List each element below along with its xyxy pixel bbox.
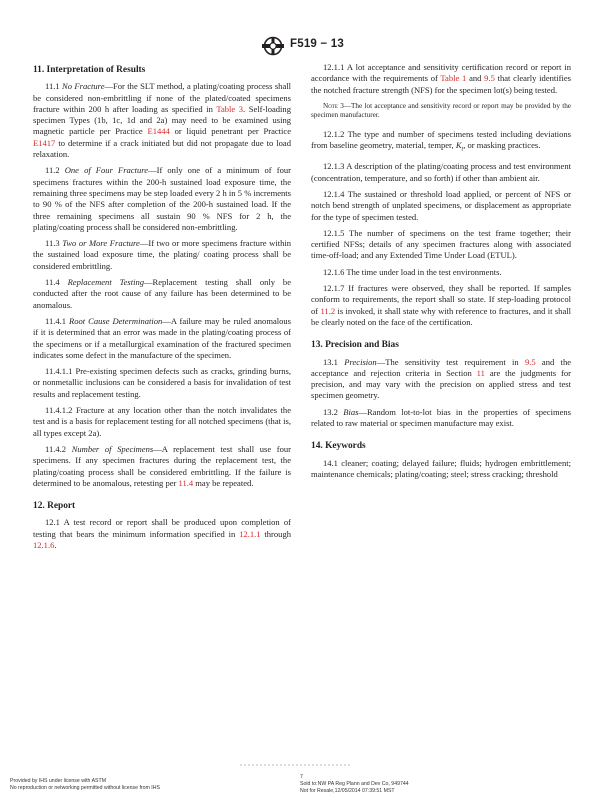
footer-right [300, 774, 409, 795]
section-14-heading: 14. Keywords [311, 441, 366, 452]
para-12-1-2: 12.1.2 The type and number of specimens tested including deviations from baseline geometry, material, temper, $K_t$, or masking practices. [311, 129, 571, 154]
note-3: Note 3—The lot acceptance and sensitivity record or report may be provided by the specimen manufacturer. [311, 101, 571, 120]
section-13-heading: 13. Precision and Bias [311, 340, 399, 351]
para-13-1: 13.1 Precision—The sensitivity test requirement in 9.5 and the acceptance and rejection criteria in Section 11 are the judgments for precision, and may vary with the precision on applied stress and test specimen geometry. [311, 356, 572, 401]
footer-license-line: Provided by IHS under license with ASTM [10, 778, 107, 784]
page-number: 7 [300, 774, 303, 780]
ref-12-1-1[interactable]: 12.1.1 [239, 528, 261, 539]
standard-designation: F519 − 13 [290, 38, 344, 50]
para-11-4-1: 11.4.1 Root Cause Determination—A failure may be ruled anomalous if it is determined that an error was made in the plating/coating process of the specimens or if a metallurgical examination of the fractured specimen indicates some defect in the manufacture of the specimen. [33, 315, 292, 360]
astm-logo-icon [260, 36, 286, 56]
section-12-heading: 12. Report [33, 501, 76, 512]
para-13-2: 13.2 Bias—Random lot-to-lot bias in the properties of specimens related to raw material or specimen manufacture may exist. [311, 406, 572, 429]
footer-sold-to: Sold to:NW PA Reg Plann and Dev Co, 949744 [300, 781, 409, 787]
ref-9-5[interactable]: 9.5 [484, 73, 495, 84]
ref-table-1[interactable]: Table 1 [440, 73, 467, 84]
para-11-4-1-2: 11.4.1.2 Fracture at any location other than the notch invalidates the test and is a basis for replacement testing for all notched specimens (that is, all types except 2a). [33, 405, 291, 438]
para-12-1-7: 12.1.7 If fractures were observed, they shall be reported. If samples conform to requirements, the report shall so state. If step-loading protocol of 11.2 is invoked, it shall state why with reference to fractures, and it shall be clearly noted on the face of the certification. [311, 283, 571, 327]
ref-12-1-6[interactable]: 12.1.6 [33, 539, 55, 550]
footer-left [10, 778, 160, 792]
section-11-heading: 11. Interpretation of Results [33, 65, 146, 75]
ref-11-2[interactable]: 11.2 [320, 305, 336, 316]
ref-table-3[interactable]: Table 3 [216, 103, 244, 114]
para-12-1-6: 12.1.6 The time under load in the test environments. [323, 266, 502, 277]
para-11-3: 11.3 Two or More Fracture—If two or more specimens fracture within the sustained load exposure time, the plating/ coating process shall be considered embrittling. [33, 238, 291, 271]
para-11-1: 11.1 No Fracture—For the SLT method, a plating/coating process shall be considered non-embrittling if none of the plated/coated specimens fracture within 200 h after loading as specified in Table 3. Self-loading specimen Types (1b, 1c, 1d and 2a) may need to be examined using magnetic particle per Practice E1444 or liquid penetrant per Practice E1417 to determine if a crack initiated but did not propagate due to load relaxation. [33, 81, 292, 160]
para-12-1-1: 12.1.1 A lot acceptance and sensitivity certification record or report in accordance with the requirements of Table 1 and 9.5 that clearly identifies the notched fracture strength (NFS) for the specimen lot(s) being tested. [311, 62, 571, 95]
para-12-1-5: 12.1.5 The number of specimens on the test frame together; their certified NFSs; details of any specimen fractures along with associated time-off-load; and any Extended Time Under Load (ETUL). [311, 227, 571, 261]
faint-divider [240, 764, 350, 766]
right-column [311, 62, 571, 485]
footer-reproduction-line: No reproduction or networking permitted without license from IHS [10, 785, 160, 791]
para-11-2: 11.2 One of Four Fracture—If only one of a minimum of four specimens fractures within the 200-h sustained load exposure time, the remaining three specimens may be step loaded every 2 h in 5 % increments to 90 % of the NFS after completion of the 200-h sustained load. If the three remaining specimens all sustain 90 % NFS for 2 h, the plating/coating process shall be considered non-embrittling. [33, 165, 291, 232]
ref-e1444[interactable]: E1444 [147, 126, 170, 137]
ref-section-11[interactable]: 11 [476, 367, 485, 378]
para-11-4-1-1: 11.4.1.1 Pre-existing specimen defects such as cracks, grinding burns, or nonmetallic inclusions can be considered a basis for invalidation of test results and replacement testing. [33, 366, 291, 399]
left-column [33, 62, 291, 556]
para-14-1: 14.1 cleaner; coating; delayed failure; fluids; hydrogen embrittlement; maintenance chemicals; plating/coating; steel; stress cracking; threshold [311, 457, 571, 479]
ref-11-4[interactable]: 11.4 [178, 477, 194, 488]
para-12-1: 12.1 A test record or report shall be produced upon completion of testing that bears the minimum information specified in 12.1.1 through 12.1.6. [33, 517, 291, 550]
para-12-1-3: 12.1.3 A description of the plating/coating process and test environment (concentration, temperature, and so forth) if other than ambient air. [311, 161, 571, 183]
para-11-4: 11.4 Replacement Testing—Replacement testing shall only be conducted after the root cause of any failure has been determined to be anomalous. [33, 277, 291, 310]
footer-resale: Not for Resale,12/05/2014 07:39:51 MST [300, 788, 395, 794]
ref-9-5-b[interactable]: 9.5 [524, 356, 536, 367]
page-header [0, 36, 600, 56]
ref-e1417[interactable]: E1417 [33, 137, 56, 148]
para-11-4-2: 11.4.2 Number of Specimens—A replacement test shall use four specimens. If any specimen fractures during the replacement test, the plating/coating process shall be considered embrittling. If the failure is determined to be anomalous, retesting per 11.4 may be repeated. [33, 443, 291, 488]
para-12-1-4: 12.1.4 The sustained or threshold load applied, or percent of NFS or notch bend strength of unplated specimens, or displacement as appropriate for the type of specimen tested. [311, 188, 571, 222]
